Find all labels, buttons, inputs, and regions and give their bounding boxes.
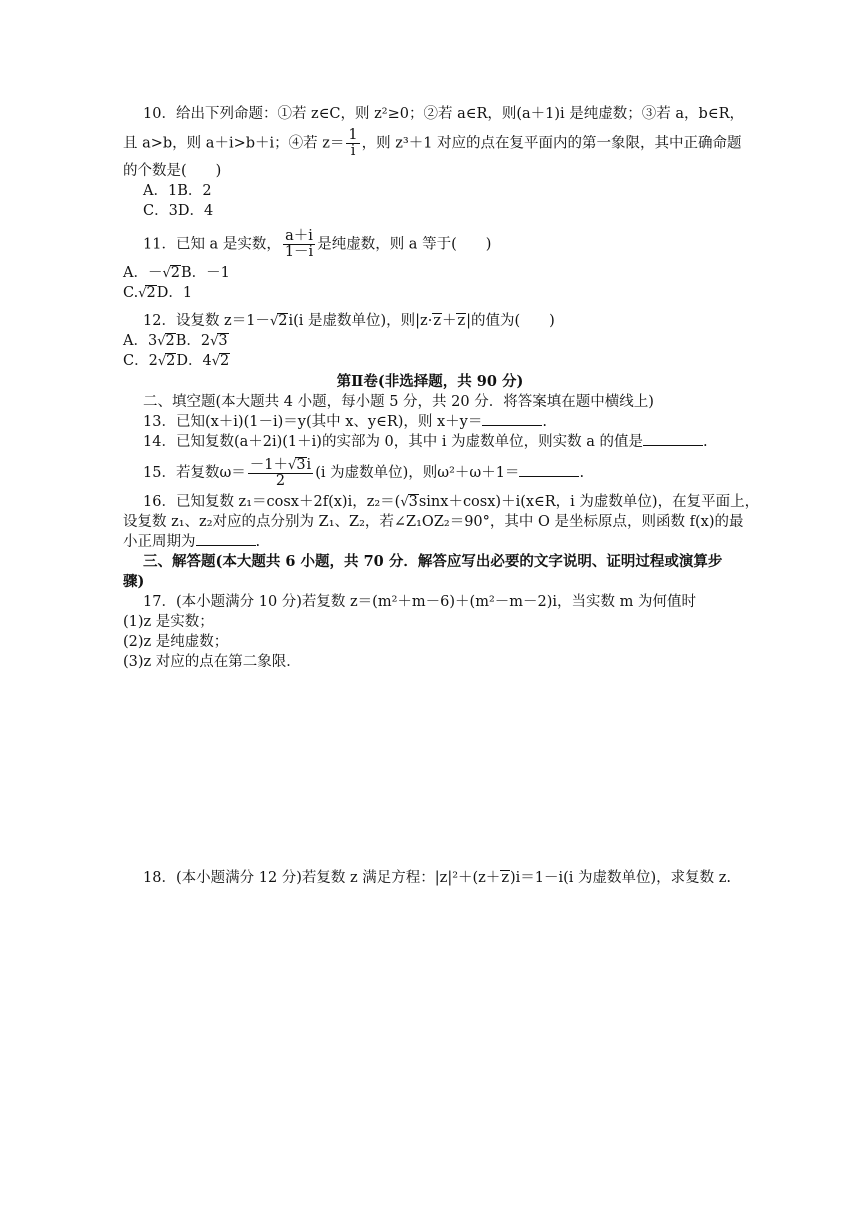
q11-frac-den: 1－i <box>284 244 314 260</box>
q11-option-c: C. <box>123 285 139 301</box>
q10-option-ab: A．1B．2 <box>143 183 212 199</box>
sqrt-icon: √ <box>162 266 171 281</box>
q14-answer-blank[interactable] <box>643 433 703 446</box>
q16-text-3: 小正周期为 <box>123 534 196 550</box>
q12-text-mid: i(i 是虚数单位)，则|z· <box>288 313 433 329</box>
q17-part3-text: (3)z 对应的点在第二象限． <box>123 654 301 670</box>
q12-options-ab <box>123 331 229 352</box>
q11-fraction <box>283 229 315 260</box>
q18-text-post: )i＝1－i(i 为虚数单位)，求复数 z. <box>509 870 732 886</box>
q18-stem <box>143 868 731 888</box>
q15-frac-num-post: i <box>306 457 312 473</box>
q10-fraction <box>346 128 359 159</box>
q15-stem <box>143 457 584 489</box>
q12-conjugate-z2: z <box>457 313 466 329</box>
sqrt-icon: √ <box>210 334 219 349</box>
q12-plus: ＋ <box>441 313 457 329</box>
q17-part1 <box>123 612 214 632</box>
sqrt-icon: √ <box>288 458 297 473</box>
q17-stem <box>143 592 696 612</box>
q18-text-pre: 18．(本小题满分 12 分)若复数 z 满足方程：|z|²＋(z＋ <box>143 870 501 886</box>
q16-text-2: 设复数 z₁、z₂对应的点分别为 Z₁、Z₂，若∠Z₁OZ₂＝90°，其中 O 是坐标原点，则函数 f(x)的最 <box>123 514 744 530</box>
q15-answer-blank[interactable] <box>519 464 579 477</box>
q11-options-ab <box>123 263 230 284</box>
q10-frac-den: i <box>350 143 356 159</box>
q17-text: 17．(本小题满分 10 分)若复数 z＝(m²＋m－6)＋(m²－m－2)i，当实数 m 为何值时 <box>143 594 696 610</box>
q15-frac-num <box>248 457 313 474</box>
section3-intro-line1 <box>143 552 722 572</box>
q13-text: 13．已知(x＋i)(1－i)＝y(其中 x、y∈R)，则 x＋y＝ <box>143 414 483 430</box>
q16-text-1a: 16．已知复数 z₁＝cosx＋2f(x)i，z₂＝( <box>143 494 401 510</box>
q12-option-c-radicand: 2 <box>166 353 176 369</box>
q12-option-d-radicand: 2 <box>220 353 230 369</box>
q12-option-b-radicand: 3 <box>218 333 228 349</box>
q16-radicand: 3 <box>408 494 418 510</box>
q10-text-2a: 且 a>b，则 a＋i>b＋i；④若 z＝ <box>123 135 345 152</box>
q13-stem <box>143 412 547 432</box>
q16-text-1b: sinx＋cosx)＋i(x∈R，i 为虚数单位)，在复平面上， <box>418 494 760 510</box>
q16-end: . <box>255 534 261 550</box>
q18-conjugate-z: z <box>501 870 509 886</box>
section2-intro-text: 二、填空题(本大题共 4 小题，每小题 5 分，共 20 分．将答案填在题中横线上) <box>143 394 654 410</box>
q16-line1 <box>143 492 759 513</box>
q11-frac-num: a＋i <box>283 229 315 245</box>
section2-title-text: 第Ⅱ卷(非选择题，共 90 分) <box>336 373 524 390</box>
q15-frac-num-pre: －1＋ <box>249 457 289 473</box>
q12-option-a: A．3 <box>123 333 158 349</box>
sqrt-icon: √ <box>269 314 279 329</box>
q16-answer-blank[interactable] <box>196 533 256 546</box>
q14-stem <box>143 432 708 452</box>
q13-end: . <box>542 414 547 430</box>
section2-title <box>0 372 860 392</box>
q10-frac-num: 1 <box>348 127 358 143</box>
q15-radicand: 3 <box>296 457 306 473</box>
q10-line3 <box>123 161 221 181</box>
q11-text-pre: 11．已知 a 是实数， <box>143 236 281 253</box>
section2-intro <box>143 392 654 412</box>
q12-option-d: D．4 <box>176 353 212 369</box>
q11-option-b: B．－1 <box>181 265 230 281</box>
q10-text-3: 的个数是( ) <box>123 163 222 179</box>
q11-text-post: 是纯虚数，则 a 等于( ) <box>317 236 492 253</box>
q16-line3 <box>123 532 260 552</box>
q16-line2 <box>123 512 743 532</box>
q10-text-1: 10．给出下列命题：①若 z∈C，则 z²≥0；②若 a∈R，则(a＋1)i 是纯虚数；③若 a，b∈R， <box>143 106 744 122</box>
q11-option-c-radicand: 2 <box>146 285 156 301</box>
q15-fraction <box>248 457 313 489</box>
q10-options-cd <box>143 201 213 221</box>
sqrt-icon: √ <box>157 334 166 349</box>
sqrt-icon: √ <box>211 354 221 369</box>
q17-part1-text: (1)z 是实数； <box>123 614 214 630</box>
q12-option-a-radicand: 2 <box>165 333 175 349</box>
q12-options-cd <box>123 351 230 372</box>
sqrt-icon: √ <box>157 354 167 369</box>
q12-conjugate-z: z <box>433 313 441 329</box>
section3-text-1: 三、解答题(本大题共 6 小题，共 70 分．解答应写出必要的文字说明、证明过程或演算步 <box>143 553 723 570</box>
q13-answer-blank[interactable] <box>482 413 542 426</box>
q11-stem <box>143 229 491 260</box>
q11-options-cd <box>123 283 192 304</box>
q15-frac-den: 2 <box>275 473 286 489</box>
q14-text: 14．已知复数(a＋2i)(1＋i)的实部为 0，其中 i 为虚数单位，则实数 a 的值是 <box>143 434 643 450</box>
q12-radicand: 2 <box>278 313 288 329</box>
q17-part2-text: (2)z 是纯虚数； <box>123 634 229 650</box>
sqrt-icon: √ <box>138 286 147 301</box>
q10-text-2b: ，则 z³＋1 对应的点在复平面内的第一象限，其中正确命题 <box>361 135 742 152</box>
q12-option-b: B．2 <box>175 333 211 349</box>
q10-option-cd: C．3D．4 <box>143 203 214 219</box>
q17-part2 <box>123 632 228 652</box>
q11-option-d: D．1 <box>156 285 193 301</box>
q12-option-c: C．2 <box>123 353 158 369</box>
q12-text-pre: 12．设复数 z＝1－ <box>143 313 270 329</box>
q17-part3 <box>123 652 301 672</box>
q15-end: . <box>579 465 585 481</box>
q11-option-a: A．－ <box>123 265 163 281</box>
section3-intro-line2 <box>123 572 144 592</box>
q15-text-post: (i 为虚数单位)，则ω²＋ω＋1＝ <box>315 465 520 481</box>
q10-line1 <box>143 104 744 124</box>
q12-text-post: |的值为( ) <box>466 313 555 329</box>
q15-text-pre: 15．若复数ω＝ <box>143 465 246 481</box>
section3-text-2: 骤) <box>123 573 145 590</box>
sqrt-icon: √ <box>400 495 409 510</box>
q14-end: . <box>703 434 708 450</box>
q10-options-ab <box>143 181 212 201</box>
q11-option-a-radicand: 2 <box>170 265 181 281</box>
q12-stem <box>143 311 555 332</box>
q10-line2 <box>123 128 742 159</box>
